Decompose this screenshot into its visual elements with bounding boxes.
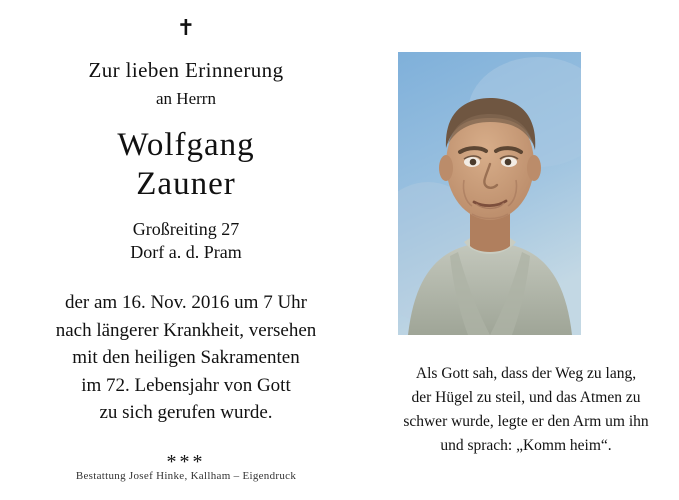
verse-line-2: der Hügel zu steil, und das Atmen zu <box>411 389 641 407</box>
address-line2: Dorf a. d. Pram <box>130 242 242 262</box>
right-column <box>372 0 679 500</box>
verse-line-4: und sprach: „Komm heim“. <box>440 437 612 455</box>
memorial-heading-line2: an Herrn <box>156 89 216 108</box>
obituary-text <box>0 289 372 427</box>
memorial-heading-line1: Zur lieben Erinnerung <box>88 58 284 82</box>
address-line1: Großreiting 27 <box>132 219 240 239</box>
verse-line-3: schwer wurde, legte er den Arm um ihn <box>403 413 649 431</box>
section-separator: *** <box>166 450 206 473</box>
deceased-first-name: Wolfgang <box>117 127 255 163</box>
verse-line-1: Als Gott sah, dass der Weg zu lang, <box>415 365 637 382</box>
obituary-line-4: im 72. Lebensjahr von Gott <box>81 374 291 396</box>
obituary-line-3: mit den heiligen Sakramenten <box>72 347 300 369</box>
cross-icon: ✝ <box>176 16 196 41</box>
printer-credit: Bestattung Josef Hinke, Kallham – Eigendruck <box>75 470 297 482</box>
deceased-last-name: Zauner <box>136 166 236 202</box>
obituary-line-1: der am 16. Nov. 2016 um 7 Uhr <box>64 292 308 313</box>
obituary-line-2: nach längerer Krankheit, versehen <box>55 319 317 341</box>
verse-text <box>378 362 674 458</box>
obituary-line-5: zu sich gerufen wurde. <box>99 402 273 424</box>
portrait-photo <box>398 52 581 335</box>
portrait-illustration <box>398 52 581 335</box>
